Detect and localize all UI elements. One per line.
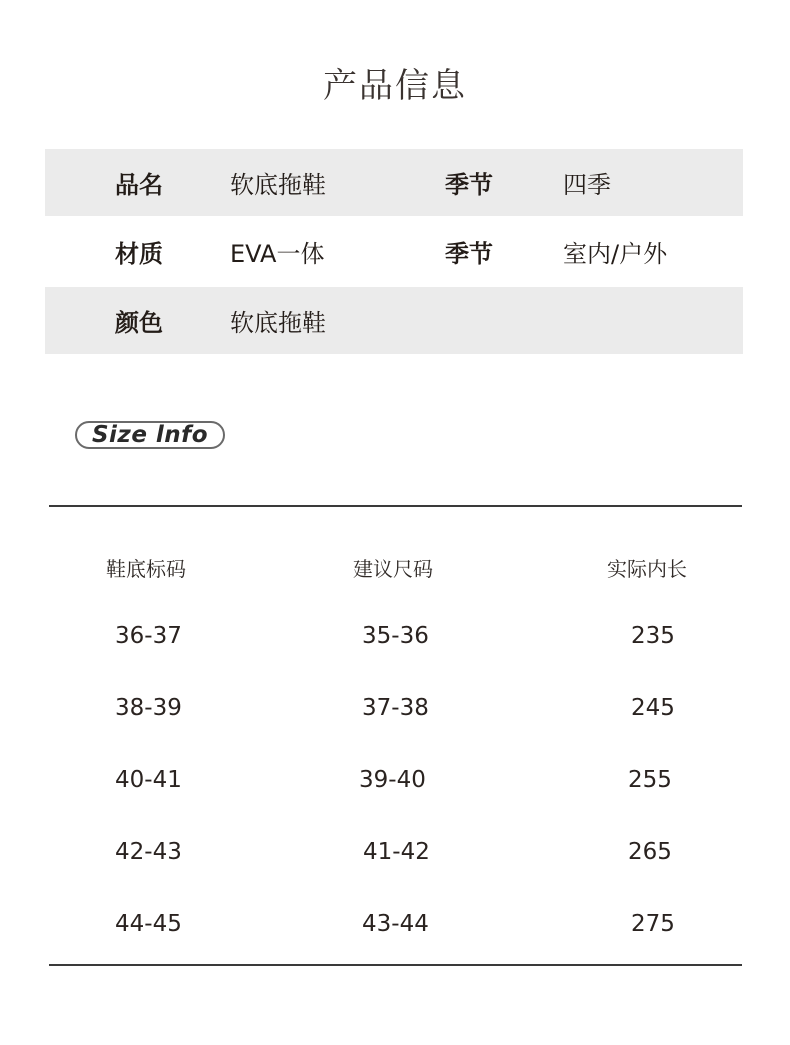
recommended-size-cell: 37-38 <box>362 695 429 721</box>
sole-size-cell: 44-45 <box>115 911 182 937</box>
recommended-size-cell: 41-42 <box>363 839 430 865</box>
usage-value: 室内/户外 <box>563 240 668 268</box>
material-value: EVA一体 <box>230 240 325 268</box>
product-info-row <box>45 287 743 354</box>
inner-length-cell: 275 <box>631 911 675 937</box>
table-row <box>49 904 742 944</box>
season-label: 季节 <box>445 171 493 199</box>
product-info-row <box>45 216 743 287</box>
color-label: 颜色 <box>115 309 163 337</box>
sole-size-cell: 40-41 <box>115 767 182 793</box>
table-row <box>49 832 742 872</box>
sole-size-cell: 38-39 <box>115 695 182 721</box>
size-info-badge: Size lnfo <box>75 421 225 449</box>
header-recommended-size: 建议尺码 <box>353 556 433 581</box>
inner-length-cell: 265 <box>628 839 672 865</box>
season-value: 四季 <box>563 171 611 199</box>
product-info-table <box>45 149 743 354</box>
inner-length-cell: 255 <box>628 767 672 793</box>
inner-length-cell: 235 <box>631 623 675 649</box>
product-name-label: 品名 <box>115 171 163 199</box>
sole-size-cell: 36-37 <box>115 623 182 649</box>
recommended-size-cell: 43-44 <box>362 911 429 937</box>
material-label: 材质 <box>115 240 163 268</box>
header-sole-size: 鞋底标码 <box>106 556 186 581</box>
product-info-row <box>45 149 743 216</box>
product-name-value: 软底拖鞋 <box>230 171 326 199</box>
inner-length-cell: 245 <box>631 695 675 721</box>
recommended-size-cell: 39-40 <box>359 767 426 793</box>
table-row <box>49 760 742 800</box>
recommended-size-cell: 35-36 <box>362 623 429 649</box>
sole-size-cell: 42-43 <box>115 839 182 865</box>
size-table-top-divider <box>49 505 742 507</box>
season-label: 季节 <box>445 240 493 268</box>
color-value: 软底拖鞋 <box>230 309 326 337</box>
page-title: 产品信息 <box>323 66 467 106</box>
size-table-header <box>49 547 742 587</box>
size-table-bottom-divider <box>49 964 742 966</box>
table-row <box>49 616 742 656</box>
header-inner-length: 实际内长 <box>607 556 687 581</box>
table-row <box>49 688 742 728</box>
